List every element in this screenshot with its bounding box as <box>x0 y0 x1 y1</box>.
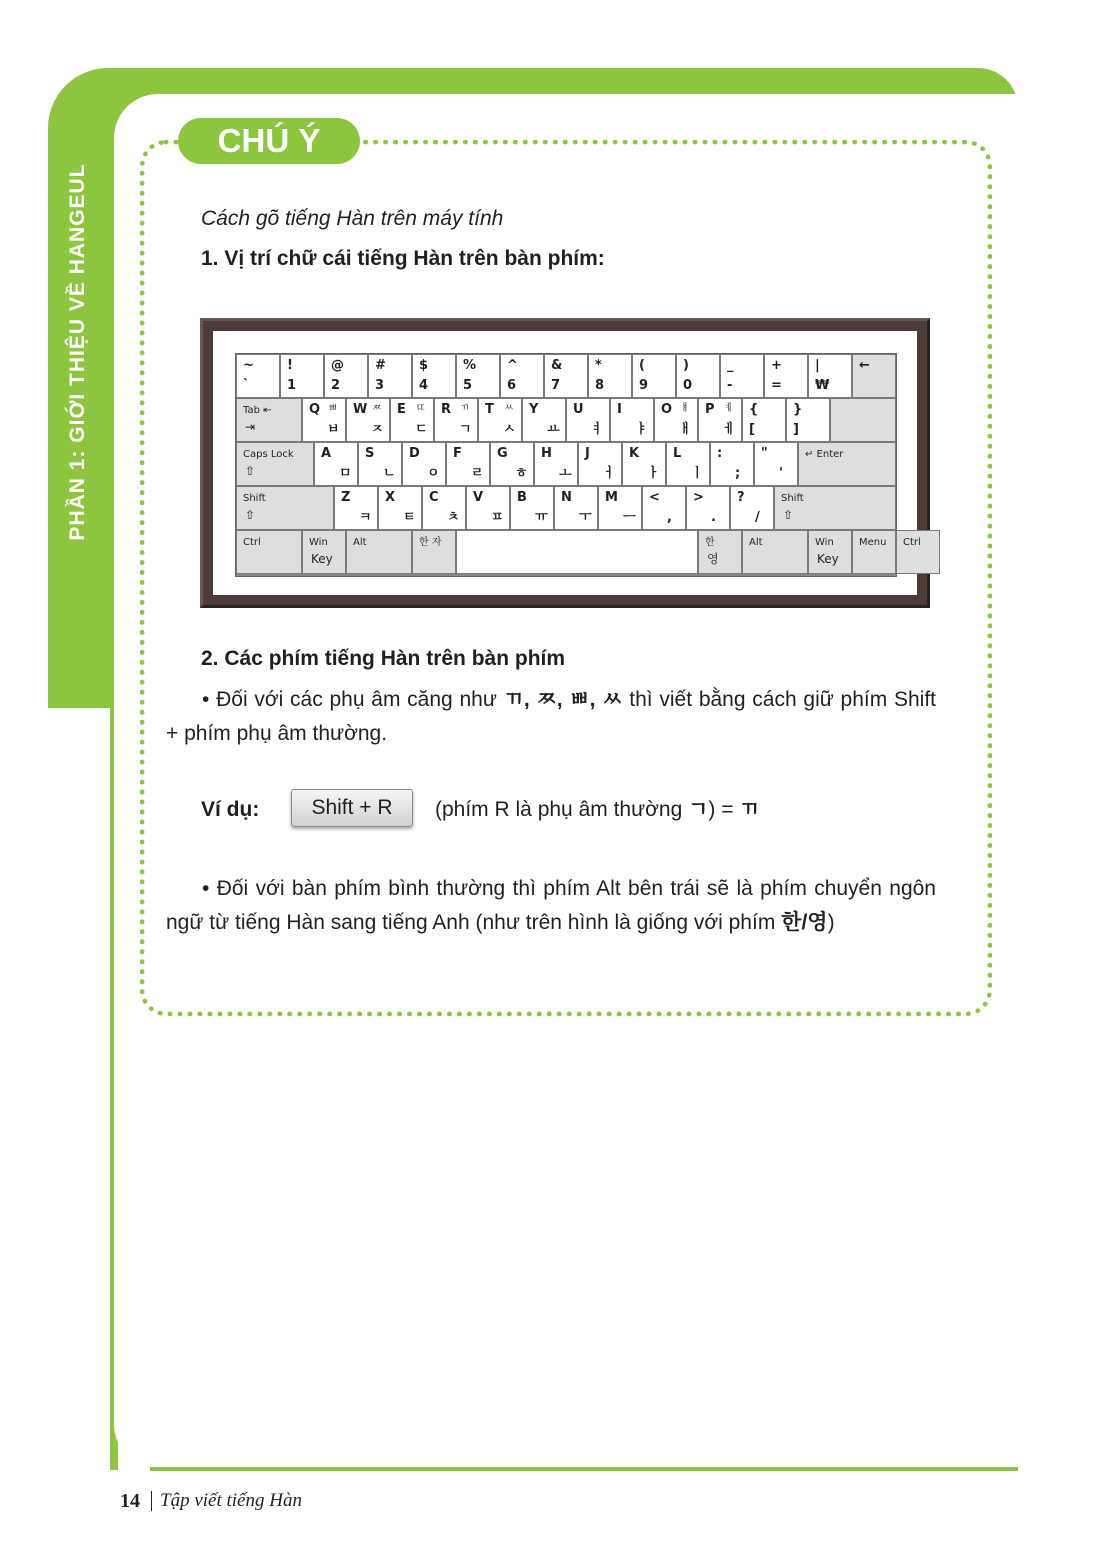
keyboard-key <box>896 530 940 574</box>
key-label: Shift <box>243 493 266 504</box>
keyboard-key <box>544 354 588 398</box>
keyboard-key <box>764 354 808 398</box>
keyboard-key <box>830 398 896 442</box>
example-label: Ví dụ: <box>201 798 260 821</box>
key-upper: ← <box>859 358 870 373</box>
keyboard-key <box>236 398 302 442</box>
key-lower: ; <box>735 466 741 481</box>
intro-text: Cách gõ tiếng Hàn trên máy tính <box>201 207 504 230</box>
keyboard-key <box>302 398 346 442</box>
paragraph-text: thì viết bằng cách giữ phím Shift + phím phụ âm thường. <box>166 688 936 745</box>
key-lower: 7 <box>551 378 561 393</box>
key-label: 한 자 <box>419 537 442 548</box>
key-upper: S <box>365 446 375 461</box>
keyboard-key <box>324 354 368 398</box>
key-upper: M <box>605 490 618 505</box>
keyboard-key <box>654 398 698 442</box>
key-lower: ㄷ <box>415 422 428 437</box>
bullet: • <box>202 877 210 900</box>
key-sublabel: ⇧ <box>245 508 256 522</box>
key-lower: ㅂ <box>327 422 340 437</box>
key-hangul-shift: ㅖ <box>724 403 734 414</box>
keyboard-key <box>280 354 324 398</box>
keyboard-key <box>774 486 896 530</box>
keyboard-key <box>302 530 346 574</box>
keyboard-key <box>478 398 522 442</box>
key-sublabel: Key <box>311 552 333 566</box>
keyboard-key <box>622 442 666 486</box>
keyboard-key <box>236 486 334 530</box>
keyboard-key <box>808 354 852 398</box>
key-hangul-shift: ㅃ <box>328 403 338 414</box>
key-lower: ㅓ <box>603 466 616 481</box>
keyboard-key <box>412 530 456 574</box>
shift-r-key: Shift + R <box>291 789 413 827</box>
tense-consonant-paragraph <box>166 683 936 751</box>
key-upper: G <box>497 446 508 461</box>
key-label: Caps Lock <box>243 449 294 460</box>
key-upper: H <box>541 446 552 461</box>
footer-divider <box>151 1491 152 1511</box>
keyboard-key <box>666 442 710 486</box>
page-number: 14 <box>120 1490 140 1512</box>
paragraph-text: ) <box>827 911 835 934</box>
key-lower: ㅇ <box>427 466 440 481</box>
key-sublabel: ⇧ <box>783 508 794 522</box>
keyboard-frame <box>200 318 930 608</box>
keyboard-key <box>522 398 566 442</box>
keyboard-key <box>434 398 478 442</box>
key-upper: Y <box>529 402 539 417</box>
key-upper: O <box>661 402 673 417</box>
key-lower: ㅊ <box>447 510 460 525</box>
section-side-title: PHẦN 1: GIỚI THIỆU VỀ HANGEUL <box>66 163 89 541</box>
keyboard-key <box>334 486 378 530</box>
key-upper: J <box>585 446 590 461</box>
note-badge: CHÚ Ý <box>178 118 360 164</box>
keyboard-key <box>730 486 774 530</box>
key-lower: 9 <box>639 378 649 393</box>
keyboard-key <box>534 442 578 486</box>
key-upper: Z <box>341 490 351 505</box>
key-lower: 5 <box>463 378 473 393</box>
section2-heading: 2. Các phím tiếng Hàn trên bàn phím <box>201 647 566 670</box>
example-explanation <box>435 793 760 827</box>
keyboard-key <box>676 354 720 398</box>
keyboard-key <box>412 354 456 398</box>
key-label: Alt <box>749 537 763 548</box>
key-label: Tab ⇤ <box>243 405 272 416</box>
key-sublabel: ⇧ <box>245 464 256 478</box>
key-upper: C <box>429 490 439 505</box>
keyboard-key <box>808 530 852 574</box>
key-lower: 2 <box>331 378 341 393</box>
key-label: 한 <box>705 537 715 548</box>
key-lower: 6 <box>507 378 517 393</box>
book-title: Tập viết tiếng Hàn <box>160 1490 302 1511</box>
key-upper: T <box>485 402 494 417</box>
key-upper: # <box>375 358 386 373</box>
key-lower: ㅌ <box>403 510 416 525</box>
keyboard-key <box>754 442 798 486</box>
bottom-rule <box>150 1467 1018 1471</box>
key-lower: ㅠ <box>535 510 548 525</box>
alt-key-paragraph <box>166 872 936 940</box>
key-upper: B <box>517 490 527 505</box>
tense-consonants: ㄲ, ㅉ, ㅃ, ㅆ <box>503 688 623 711</box>
key-upper: ( <box>639 358 645 373</box>
keyboard-key <box>566 398 610 442</box>
key-lower: ㅈ <box>371 422 384 437</box>
keyboard-key <box>456 354 500 398</box>
key-upper: < <box>649 490 660 505</box>
key-label: Alt <box>353 537 367 548</box>
key-upper: > <box>693 490 704 505</box>
key-lower: - <box>727 378 733 393</box>
key-label: Win <box>815 537 834 548</box>
key-lower: ㅍ <box>491 510 504 525</box>
key-lower: ㄴ <box>383 466 396 481</box>
key-sublabel: ⇥ <box>245 420 256 434</box>
keyboard-key <box>554 486 598 530</box>
key-upper: I <box>617 402 622 417</box>
keyboard-mat <box>213 331 921 595</box>
key-lower: 4 <box>419 378 429 393</box>
keyboard-key <box>346 398 390 442</box>
key-upper: N <box>561 490 572 505</box>
keyboard-key <box>378 486 422 530</box>
key-lower: 0 <box>683 378 693 393</box>
key-lower: ㅑ <box>635 422 648 437</box>
keyboard-diagram <box>235 353 921 577</box>
key-upper: | <box>815 358 820 373</box>
keyboard-key <box>598 486 642 530</box>
key-label: ↵ Enter <box>805 449 844 460</box>
key-lower: ㅅ <box>503 422 516 437</box>
keyboard-key <box>786 398 830 442</box>
example-text: ) = <box>708 798 740 821</box>
key-upper: " <box>761 446 768 461</box>
key-lower: ] <box>793 422 799 437</box>
key-upper: L <box>673 446 682 461</box>
section1-heading: 1. Vị trí chữ cái tiếng Hàn trên bàn phím: <box>201 247 605 270</box>
key-label: Win <box>309 537 328 548</box>
keyboard-key <box>346 530 412 574</box>
bullet: • <box>202 688 210 711</box>
key-lower: ㅡ <box>623 510 636 525</box>
keyboard-key <box>742 530 808 574</box>
key-upper: F <box>453 446 462 461</box>
keyboard-key <box>578 442 622 486</box>
keyboard-key <box>402 442 446 486</box>
key-hangul-shift: ㅉ <box>372 403 382 414</box>
key-upper: D <box>409 446 420 461</box>
key-upper: A <box>321 446 332 461</box>
key-lower: ㅋ <box>359 510 372 525</box>
keyboard-key <box>500 354 544 398</box>
key-upper: ? <box>737 490 745 505</box>
key-upper: E <box>397 402 406 417</box>
keyboard-key <box>368 354 412 398</box>
key-lower: . <box>711 510 716 525</box>
keyboard-key <box>422 486 466 530</box>
key-lower: , <box>667 510 672 525</box>
key-lower: ㅣ <box>691 466 704 481</box>
paragraph-text: Đối với các phụ âm căng như <box>209 688 504 711</box>
key-lower: = <box>771 378 782 393</box>
key-lower: 1 <box>287 378 297 393</box>
base-consonant: ㄱ <box>688 798 709 821</box>
key-upper: _ <box>727 358 734 373</box>
key-upper: % <box>463 358 477 373</box>
key-upper: ~ <box>243 358 254 373</box>
keyboard-key <box>466 486 510 530</box>
key-hangul-shift: ㄲ <box>460 403 470 414</box>
key-sublabel: Key <box>817 552 839 566</box>
keyboard-key <box>358 442 402 486</box>
keyboard-key <box>314 442 358 486</box>
tense-result: ㄲ <box>739 798 760 821</box>
key-lower: ₩ <box>815 378 830 393</box>
keyboard-key <box>632 354 676 398</box>
key-lower: ㅐ <box>679 422 692 437</box>
key-lower: ㅛ <box>547 422 560 437</box>
keyboard-key <box>686 486 730 530</box>
key-lower: ㅕ <box>591 422 604 437</box>
keyboard-key <box>610 398 654 442</box>
key-lower: ㅎ <box>515 466 528 481</box>
key-lower: ㅔ <box>723 422 736 437</box>
key-lower: ㅜ <box>579 510 592 525</box>
paragraph-text: Đối với bàn phím bình thường thì phím Alt bên trái sẽ là phím chuyển ngôn ngữ từ tiếng Hàn sang tiếng Anh (như trên hình là giống với phím <box>166 877 936 934</box>
key-label: Ctrl <box>243 537 261 548</box>
key-sublabel: 영 <box>707 552 719 566</box>
example-text: (phím R là phụ âm thường <box>435 798 689 821</box>
key-hangul-shift: ㅒ <box>680 403 690 414</box>
key-upper: : <box>717 446 723 461</box>
keyboard-key <box>852 354 896 398</box>
key-upper: K <box>629 446 640 461</box>
keyboard-key <box>456 530 698 574</box>
key-lower: / <box>755 510 760 525</box>
key-upper: X <box>385 490 396 505</box>
key-label: Shift <box>781 493 804 504</box>
key-lower: ㅁ <box>339 466 352 481</box>
key-upper: W <box>353 402 368 417</box>
key-lower: ㅗ <box>559 466 572 481</box>
key-lower: 3 <box>375 378 385 393</box>
key-upper: * <box>595 358 602 373</box>
keyboard-key <box>698 530 742 574</box>
keyboard-key <box>720 354 764 398</box>
keyboard-key <box>510 486 554 530</box>
key-upper: @ <box>331 358 344 373</box>
keyboard-key <box>710 442 754 486</box>
keyboard-key <box>390 398 434 442</box>
keyboard-key <box>236 354 280 398</box>
key-lower: ㅏ <box>647 466 660 481</box>
key-upper: } <box>793 402 803 417</box>
keyboard-key <box>446 442 490 486</box>
key-lower: ' <box>779 466 783 481</box>
keyboard-key <box>742 398 786 442</box>
keyboard-key <box>236 442 314 486</box>
keyboard-key <box>698 398 742 442</box>
key-upper: ) <box>683 358 689 373</box>
keyboard-key <box>798 442 896 486</box>
key-label: Menu <box>859 537 887 548</box>
key-hangul-shift: ㅆ <box>504 403 514 414</box>
keyboard-key <box>236 530 302 574</box>
key-upper: Q <box>309 402 321 417</box>
key-lower: 8 <box>595 378 605 393</box>
key-upper: V <box>473 490 484 505</box>
keyboard-key <box>490 442 534 486</box>
key-upper: { <box>749 402 759 417</box>
key-upper: ^ <box>507 358 518 373</box>
key-label: Ctrl <box>903 537 921 548</box>
key-lower: ` <box>243 378 250 393</box>
key-upper: $ <box>419 358 429 373</box>
keyboard-key <box>852 530 896 574</box>
key-upper: & <box>551 358 563 373</box>
key-lower: [ <box>749 422 755 437</box>
keyboard-key <box>588 354 632 398</box>
key-upper: P <box>705 402 715 417</box>
key-lower: ㄱ <box>459 422 472 437</box>
key-hangul-shift: ㄸ <box>416 403 426 414</box>
key-upper: + <box>771 358 782 373</box>
key-upper: ! <box>287 358 293 373</box>
key-upper: U <box>573 402 584 417</box>
key-upper: R <box>441 402 452 417</box>
keyboard-key <box>642 486 686 530</box>
han-yeong-key: 한/영 <box>781 911 828 934</box>
key-lower: ㄹ <box>471 466 484 481</box>
